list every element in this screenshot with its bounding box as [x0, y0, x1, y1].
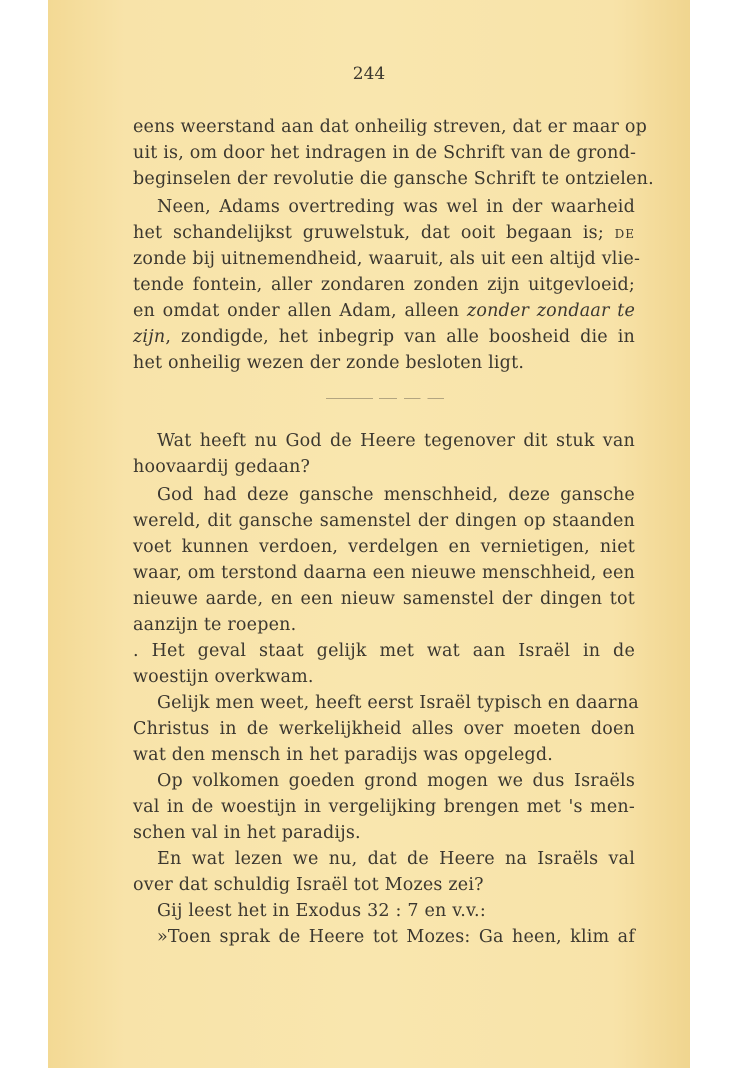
text-line: . Het geval staat gelijk met wat aan Israël in de [133, 641, 635, 661]
text-line: Wat heeft nu God de Heere tegenover dit stuk van [157, 431, 635, 451]
page-number: 244 [352, 64, 386, 84]
text-span: en omdat onder allen Adam, alleen [133, 301, 460, 321]
text-line: waar, om terstond daarna een nieuwe menschheid, een [133, 563, 635, 583]
text-line: beginselen der revolutie die gansche Schrift te ontzielen. [133, 169, 654, 189]
italic-span: zonder zondaar te [466, 301, 636, 321]
text-line: wereld, dit gansche samenstel der dingen op staanden [133, 511, 635, 531]
small-caps-word: DE [614, 227, 636, 241]
text-line: hoovaardij gedaan? [133, 457, 311, 477]
text-line [133, 298, 635, 324]
text-line: God had deze gansche menschheid, deze gansche [157, 485, 635, 505]
text-span: , zondigde, het inbegrip van alle boosheid die in [165, 327, 635, 347]
text-line: uit is, om door het indragen in de Schrift van de grond- [133, 143, 637, 163]
text-line: Gelijk men weet, heeft eerst Israël typisch en daarna [157, 693, 639, 713]
text-line: val in de woestijn in vergelijking brengen met 's men- [133, 797, 635, 817]
text-line: over dat schuldig Israël tot Mozes zei? [133, 875, 484, 895]
text-line: Christus in de werkelijkheid alles over moeten doen [133, 719, 635, 739]
text-line: nieuwe aarde, en een nieuw samenstel der dingen tot [133, 589, 635, 609]
text-line [133, 220, 635, 246]
text-line: schen val in het paradijs. [133, 823, 361, 843]
text-line: »Toen sprak de Heere tot Mozes: Ga heen, klim af [157, 927, 635, 947]
text-line: woestijn overkwam. [133, 667, 314, 687]
text-line: voet kunnen verdoen, verdelgen en vernietigen, niet [133, 537, 635, 557]
text-line: eens weerstand aan dat onheilig streven, dat er maar op [133, 117, 648, 137]
text-line: wat den mensch in het paradijs was opgelegd. [133, 745, 554, 765]
text-line [133, 324, 635, 350]
text-span: het schandelijkst gruwelstuk, dat ooit begaan is; [133, 223, 604, 243]
text-line: Neen, Adams overtreding was wel in der waarheid [157, 197, 635, 217]
text-line: zonde bij uitnemendheid, waaruit, als uit een altijd vlie- [133, 249, 641, 269]
text-line: het onheilig wezen der zonde besloten ligt. [133, 353, 525, 373]
text-line: tende fontein, aller zondaren zonden zijn uitgevloeid; [133, 275, 635, 295]
text-line: Op volkomen goeden grond mogen we dus Israëls [157, 771, 635, 791]
italic-span: zijn [133, 327, 166, 347]
text-line: Gij leest het in Exodus 32 : 7 en v.v.: [157, 901, 486, 921]
section-divider [326, 398, 444, 399]
text-line: aanzijn te roepen. [133, 615, 297, 635]
text-line: En wat lezen we nu, dat de Heere na Israëls val [157, 849, 635, 869]
